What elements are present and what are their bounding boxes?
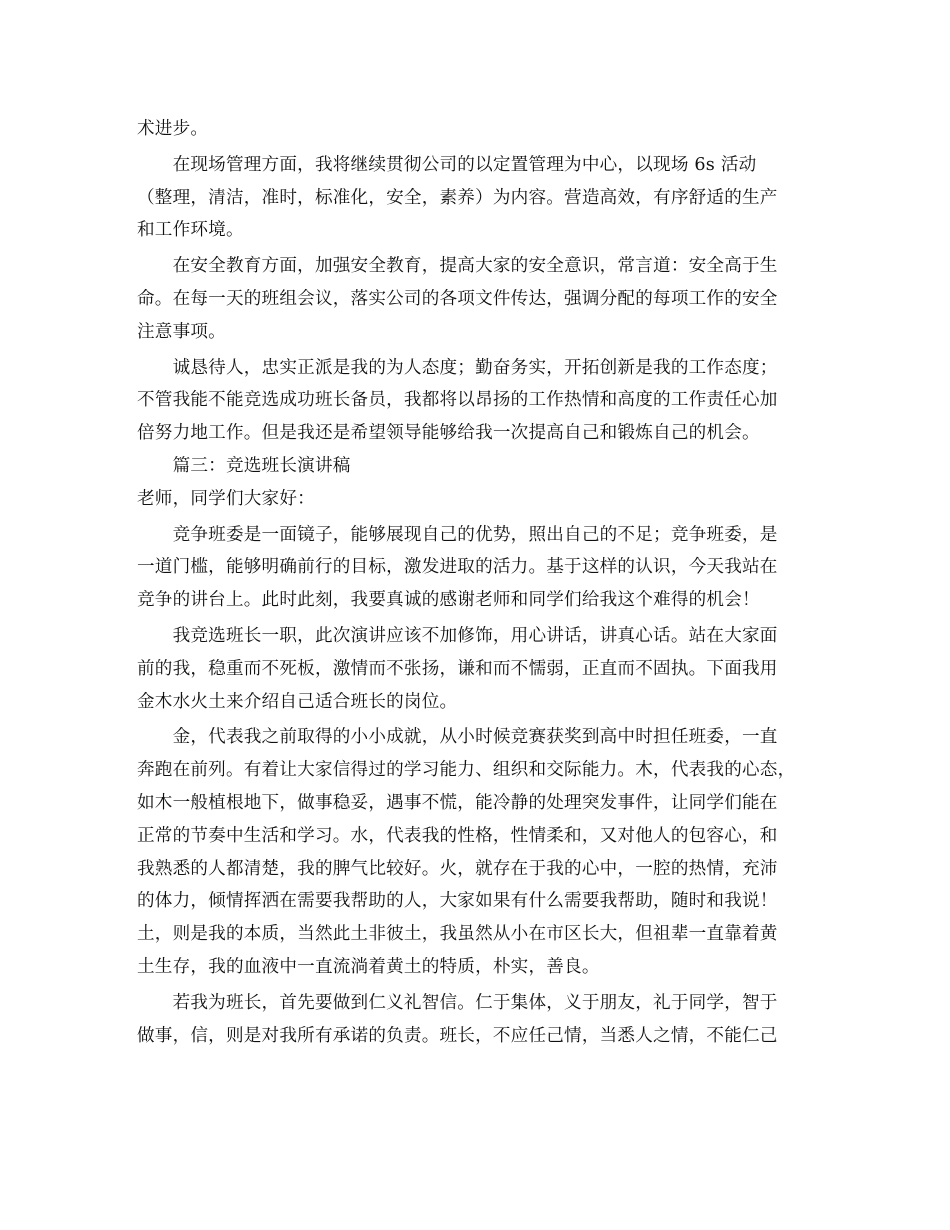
- text-line: 金木水火土来介绍自己适合班长的岗位。: [137, 691, 458, 712]
- text-line: 我竞选班长一职，此次演讲应该不加修饰，用心讲话，讲真心话。站在大家面: [137, 625, 778, 646]
- text-line: （整理，清洁，准时，标准化，安全，素养）为内容。营造高效，有序舒适的生产: [137, 187, 778, 208]
- text-line: 土，则是我的本质，当然此土非彼土，我虽然从小在市区长大，但祖辈一直靠着黄: [137, 924, 778, 945]
- text-line: 一道门槛，能够明确前行的目标，激发进取的活力。基于这样的认识，今天我站在: [137, 557, 778, 578]
- text-line: 的体力，倾情挥洒在需要我帮助的人，大家如果有什么需要我帮助，随时和我说！: [137, 891, 778, 912]
- text-line: 不管我能不能竞选成功班长备员，我都将以昂扬的工作热情和高度的工作责任心加: [137, 390, 778, 411]
- text-line: 如木一般植根地下，做事稳妥，遇事不慌，能冷静的处理突发事件，让同学们能在: [137, 792, 778, 813]
- text-line: 在现场管理方面，我将继续贯彻公司的以定置管理为中心，以现场 6s 活动: [137, 154, 757, 175]
- text-line: 金，代表我之前取得的小小成就，从小时候竞赛获奖到高中时担任班委，一直: [137, 727, 778, 748]
- text-line: 诚恳待人，忠实正派是我的为人态度；勤奋务实，开拓创新是我的工作态度；: [137, 357, 778, 378]
- document-body: [137, 113, 827, 1052]
- text-line: 竞争的讲台上。此时此刻，我要真诚的感谢老师和同学们给我这个难得的机会！: [137, 590, 760, 611]
- text-line: 若我为班长，首先要做到仁义礼智信。仁于集体，义于朋友，礼于同学，智于: [137, 992, 778, 1013]
- text-line: 奔跑在前列。有着让大家信得过的学习能力、组织和交际能力。木，代表我的心态，: [137, 760, 796, 781]
- text-line: 老师，同学们大家好：: [137, 488, 315, 509]
- text-line: 篇三：竞选班长演讲稿: [137, 455, 351, 476]
- text-line: 正常的节奏中生活和学习。水，代表我的性格，性情柔和，又对他人的包容心，和: [137, 825, 778, 846]
- text-line: 我熟悉的人都清楚，我的脾气比较好。火，就存在于我的心中，一腔的热情，充沛: [137, 858, 778, 879]
- text-line: 术进步。: [137, 119, 209, 139]
- text-line: 倍努力地工作。但是我还是希望领导能够给我一次提高自己和锻炼自己的机会。: [137, 423, 760, 444]
- text-line: 注意事项。: [137, 321, 226, 342]
- text-line: 土生存，我的血液中一直流淌着黄土的特质，朴实，善良。: [137, 956, 600, 977]
- text-line: 和工作环境。: [137, 220, 244, 241]
- text-line: 竞争班委是一面镜子，能够展现自己的优势，照出自己的不足；竞争班委，是: [137, 524, 778, 545]
- text-line: 做事，信，则是对我所有承诺的负责。班长，不应任己情，当悉人之情，不能仁己: [137, 1025, 778, 1046]
- text-line: 命。在每一天的班组会议，落实公司的各项文件传达，强调分配的每项工作的安全: [137, 288, 778, 309]
- text-line: 在安全教育方面，加强安全教育，提高大家的安全意识，常言道：安全高于生: [137, 256, 778, 277]
- text-line: 前的我，稳重而不死板，激情而不张扬，谦和而不懦弱，正直而不固执。下面我用: [137, 658, 778, 679]
